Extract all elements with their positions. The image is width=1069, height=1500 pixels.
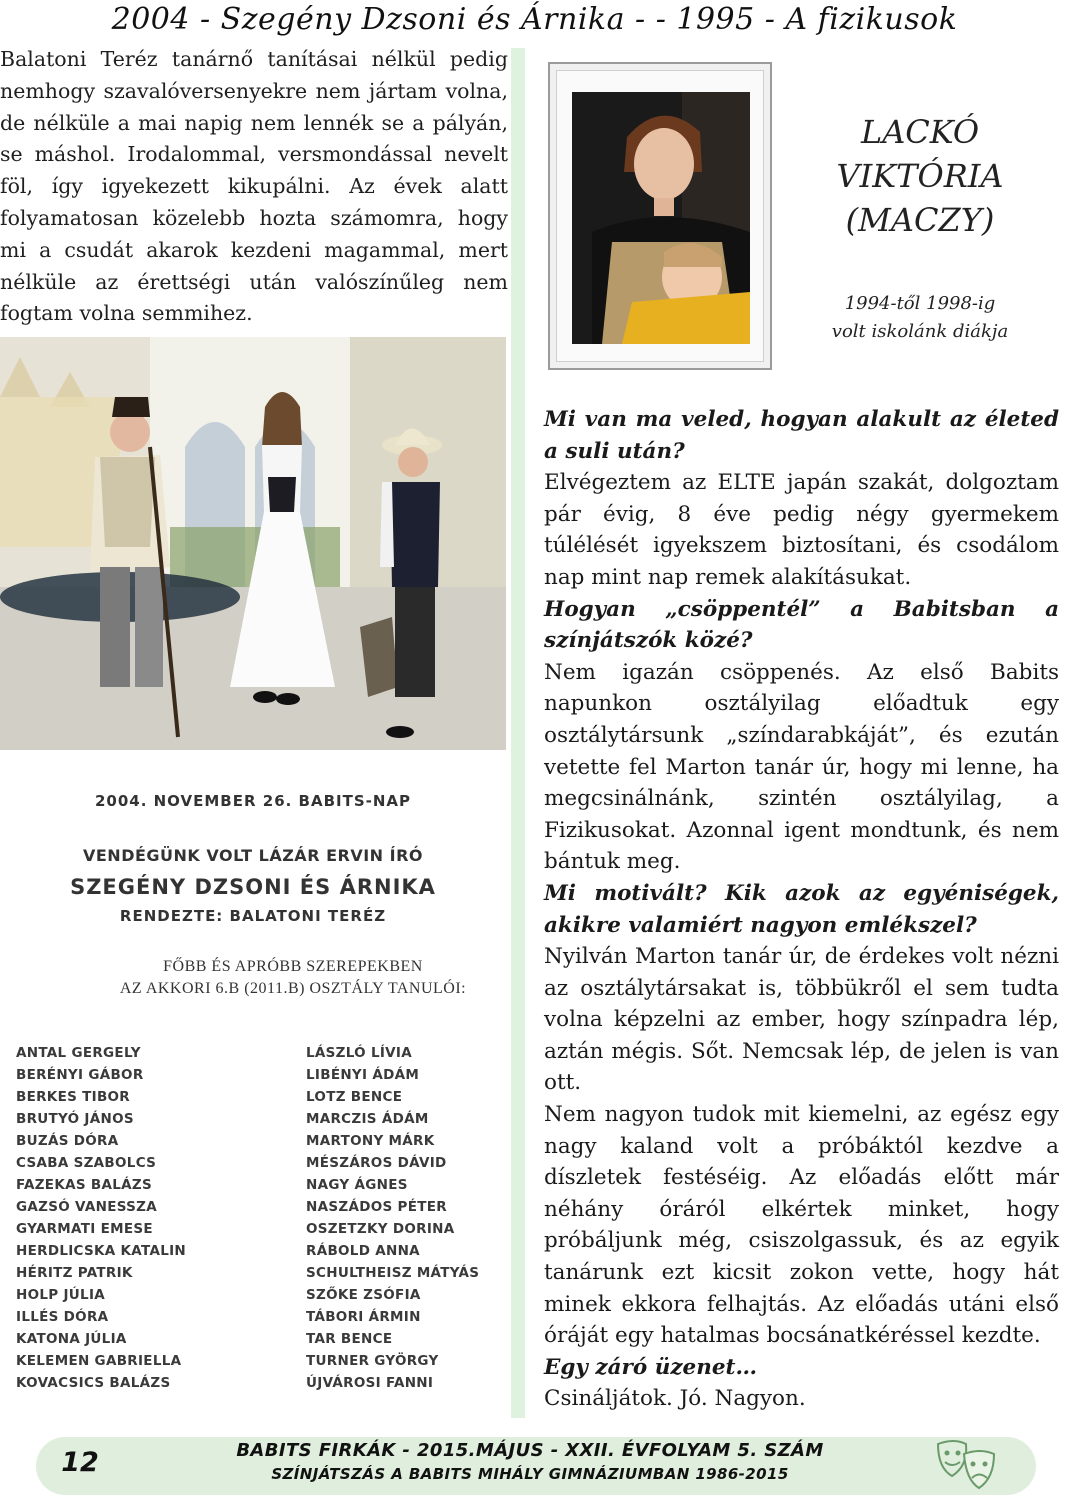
- profile-name: [800, 110, 1040, 242]
- portrait-photo: [572, 92, 750, 344]
- cast-member: BERKES TIBOR: [16, 1089, 131, 1105]
- program-roles-heading: FŐBB ÉS APRÓBB SZEREPEKBEN: [163, 958, 423, 975]
- interview-question: Mi van ma veled, hogyan alakult az életed a suli után?: [544, 407, 1059, 464]
- interview-question: Mi motivált? Kik azok az egyéniségek, akikre valamiért nagyon emlékszel?: [544, 880, 1059, 938]
- stage-scene-illustration: [0, 337, 506, 750]
- cast-member: ÚJVÁROSI FANNI: [306, 1375, 434, 1391]
- profile-name-line1: LACKÓ: [860, 113, 980, 151]
- cast-member: LIBÉNYI ÁDÁM: [306, 1067, 420, 1083]
- profile-name-line2: VIKTÓRIA: [836, 157, 1004, 195]
- interview-answer: Nem nagyon tudok mit kiemelni, az egész egy nagy kaland volt a próbáktól kezdve a díszletek festéséig. Az előadás előtt már néhány óráról elkértek minket, hogy próbáljunk még, csiszolgassuk, és az egyik tanárunk ezt kicsit zokon vette, hogy hát minek ekkora felhajtás. Az előadás utáni első óráját egy hatalmas bocsánatkéréssel kezdte.: [544, 1102, 1059, 1349]
- intro-paragraph: Balatoni Teréz tanárnő tanításai nélkül pedig nemhogy szavalóversenyekre nem jártam volna, de nélküle a mai napig nem lennék se a pályán, se máshol. Irodalommal, versmondással nevelt föl, így igyekezett kikupálni. Az évek alatt folyamatosan közelebb hozta számomra, hogy mi a csudát akarok kezdeni magammal, mert nélküle az érettségi után valószínűleg nem fogtam volna semmihez.: [0, 47, 508, 326]
- program-director: RENDEZTE: BALATONI TERÉZ: [119, 907, 387, 925]
- page-number: 12: [61, 1447, 99, 1478]
- cast-member: MÉSZÁROS DÁVID: [306, 1155, 447, 1171]
- footer-subtitle: SZÍNJÁTSZÁS A BABITS MIHÁLY GIMNÁZIUMBAN 1986-2015: [271, 1465, 789, 1483]
- interview-answer: Nem igazán csöppenés. Az első Babits napunkon osztályilag előadtuk egy osztálytársunk „színdarabkáját”, és ezután vetette fel Marton tanár úr, hogy mi lenne, ha megcsinálnánk, szintén osztályilag, a Fizikusokat. Azonnal igent mondtunk, és nem bántuk meg.: [544, 659, 1059, 875]
- interview-body: [544, 404, 1059, 1415]
- cast-member: HOLP JÚLIA: [16, 1287, 106, 1303]
- stage-photo: [0, 337, 506, 750]
- cast-member: HÉRITZ PATRIK: [16, 1265, 133, 1281]
- program-play-title: SZEGÉNY DZSONI ÉS ÁRNIKA: [70, 875, 436, 899]
- cast-member: KOVACSICS BALÁZS: [16, 1375, 171, 1391]
- profile-years: [800, 290, 1040, 346]
- cast-member: RÁBOLD ANNA: [306, 1243, 420, 1259]
- cast-member: LOTZ BENCE: [306, 1089, 403, 1105]
- portrait-frame: [548, 62, 772, 370]
- program-roles-class: AZ AKKORI 6.B (2011.B) OSZTÁLY TANULÓI:: [119, 980, 467, 997]
- interview-answer: Csináljátok. Jó. Nagyon.: [544, 1386, 806, 1412]
- cast-member: ANTAL GERGELY: [16, 1045, 141, 1061]
- interview-question: Egy záró üzenet…: [544, 1354, 757, 1380]
- cast-member: LÁSZLÓ LÍVIA: [306, 1045, 413, 1061]
- footer-publication: BABITS FIRKÁK - 2015.MÁJUS - XXII. ÉVFOLYAM 5. SZÁM: [236, 1440, 824, 1461]
- cast-member: MARTONY MÁRK: [306, 1133, 435, 1149]
- cast-member: MARCZIS ÁDÁM: [306, 1111, 429, 1127]
- program-poster: [0, 760, 506, 1410]
- cast-member: TAR BENCE: [306, 1331, 393, 1347]
- cast-member: GYARMATI EMESE: [16, 1221, 153, 1237]
- cast-member: BRUTYÓ JÁNOS: [16, 1111, 134, 1127]
- cast-member: KATONA JÚLIA: [16, 1331, 127, 1347]
- cast-member: CSABA SZABOLCS: [16, 1155, 157, 1171]
- cast-member: BUZÁS DÓRA: [16, 1133, 119, 1149]
- cast-list-left: [16, 1042, 186, 1394]
- cast-member: SZŐKE ZSÓFIA: [306, 1287, 421, 1303]
- cast-member: BERÉNYI GÁBOR: [16, 1067, 144, 1083]
- cast-member: TÁBORI ÁRMIN: [306, 1309, 421, 1325]
- page-header-title: 2004 - Szegény Dzsoni és Árnika - - 1995 - A fizikusok: [111, 2, 958, 37]
- program-guest-line: VENDÉGÜNK VOLT LÁZÁR ERVIN ÍRÓ: [82, 846, 424, 865]
- cast-member: SCHULTHEISZ MÁTYÁS: [306, 1265, 480, 1281]
- cast-member: TURNER GYÖRGY: [306, 1353, 439, 1369]
- cast-member: ILLÉS DÓRA: [16, 1309, 109, 1325]
- interview-answer: Elvégeztem az ELTE japán szakát, dolgoztam pár évig, 8 éve pedig négy gyermekem túlélését igyekszem biztosítani, és csodálom nap mint nap remek alakításukat.: [544, 470, 1059, 590]
- cast-member: KELEMEN GABRIELLA: [16, 1353, 182, 1369]
- cast-member: FAZEKAS BALÁZS: [16, 1177, 152, 1193]
- interview-question: Hogyan „csöppentél” a Babitsban a színjátszók közé?: [544, 596, 1059, 654]
- profile-nickname: (MACZY): [845, 201, 995, 239]
- cast-member: GAZSÓ VANESSZA: [16, 1199, 157, 1215]
- cast-member: HERDLICSKA KATALIN: [16, 1243, 187, 1259]
- interview-answer: Nyilván Marton tanár úr, de érdekes volt nézni az osztálytársakat is, többükről el sem tudta volna képzelni az ember, hogy színpadra lép, aztán mégis. Sőt. Nemcsak lép, de jelen is van ott.: [544, 944, 1059, 1096]
- program-guest-name: LÁZÁR ERVIN: [258, 846, 384, 865]
- profile-years-line2: volt iskolánk diákja: [831, 321, 1009, 342]
- cast-list-right: [306, 1042, 479, 1394]
- column-divider: [511, 48, 525, 1418]
- cast-member: NAGY ÁGNES: [306, 1177, 408, 1193]
- profile-years-line1: 1994-től 1998-ig: [844, 293, 996, 314]
- theatre-masks-icon: [932, 1436, 1000, 1494]
- cast-member: OSZETZKY DORINA: [306, 1221, 455, 1237]
- cast-member: NASZÁDOS PÉTER: [306, 1199, 447, 1215]
- portrait-illustration: [572, 92, 750, 344]
- program-date: 2004. NOVEMBER 26. BABITS-NAP: [94, 792, 412, 810]
